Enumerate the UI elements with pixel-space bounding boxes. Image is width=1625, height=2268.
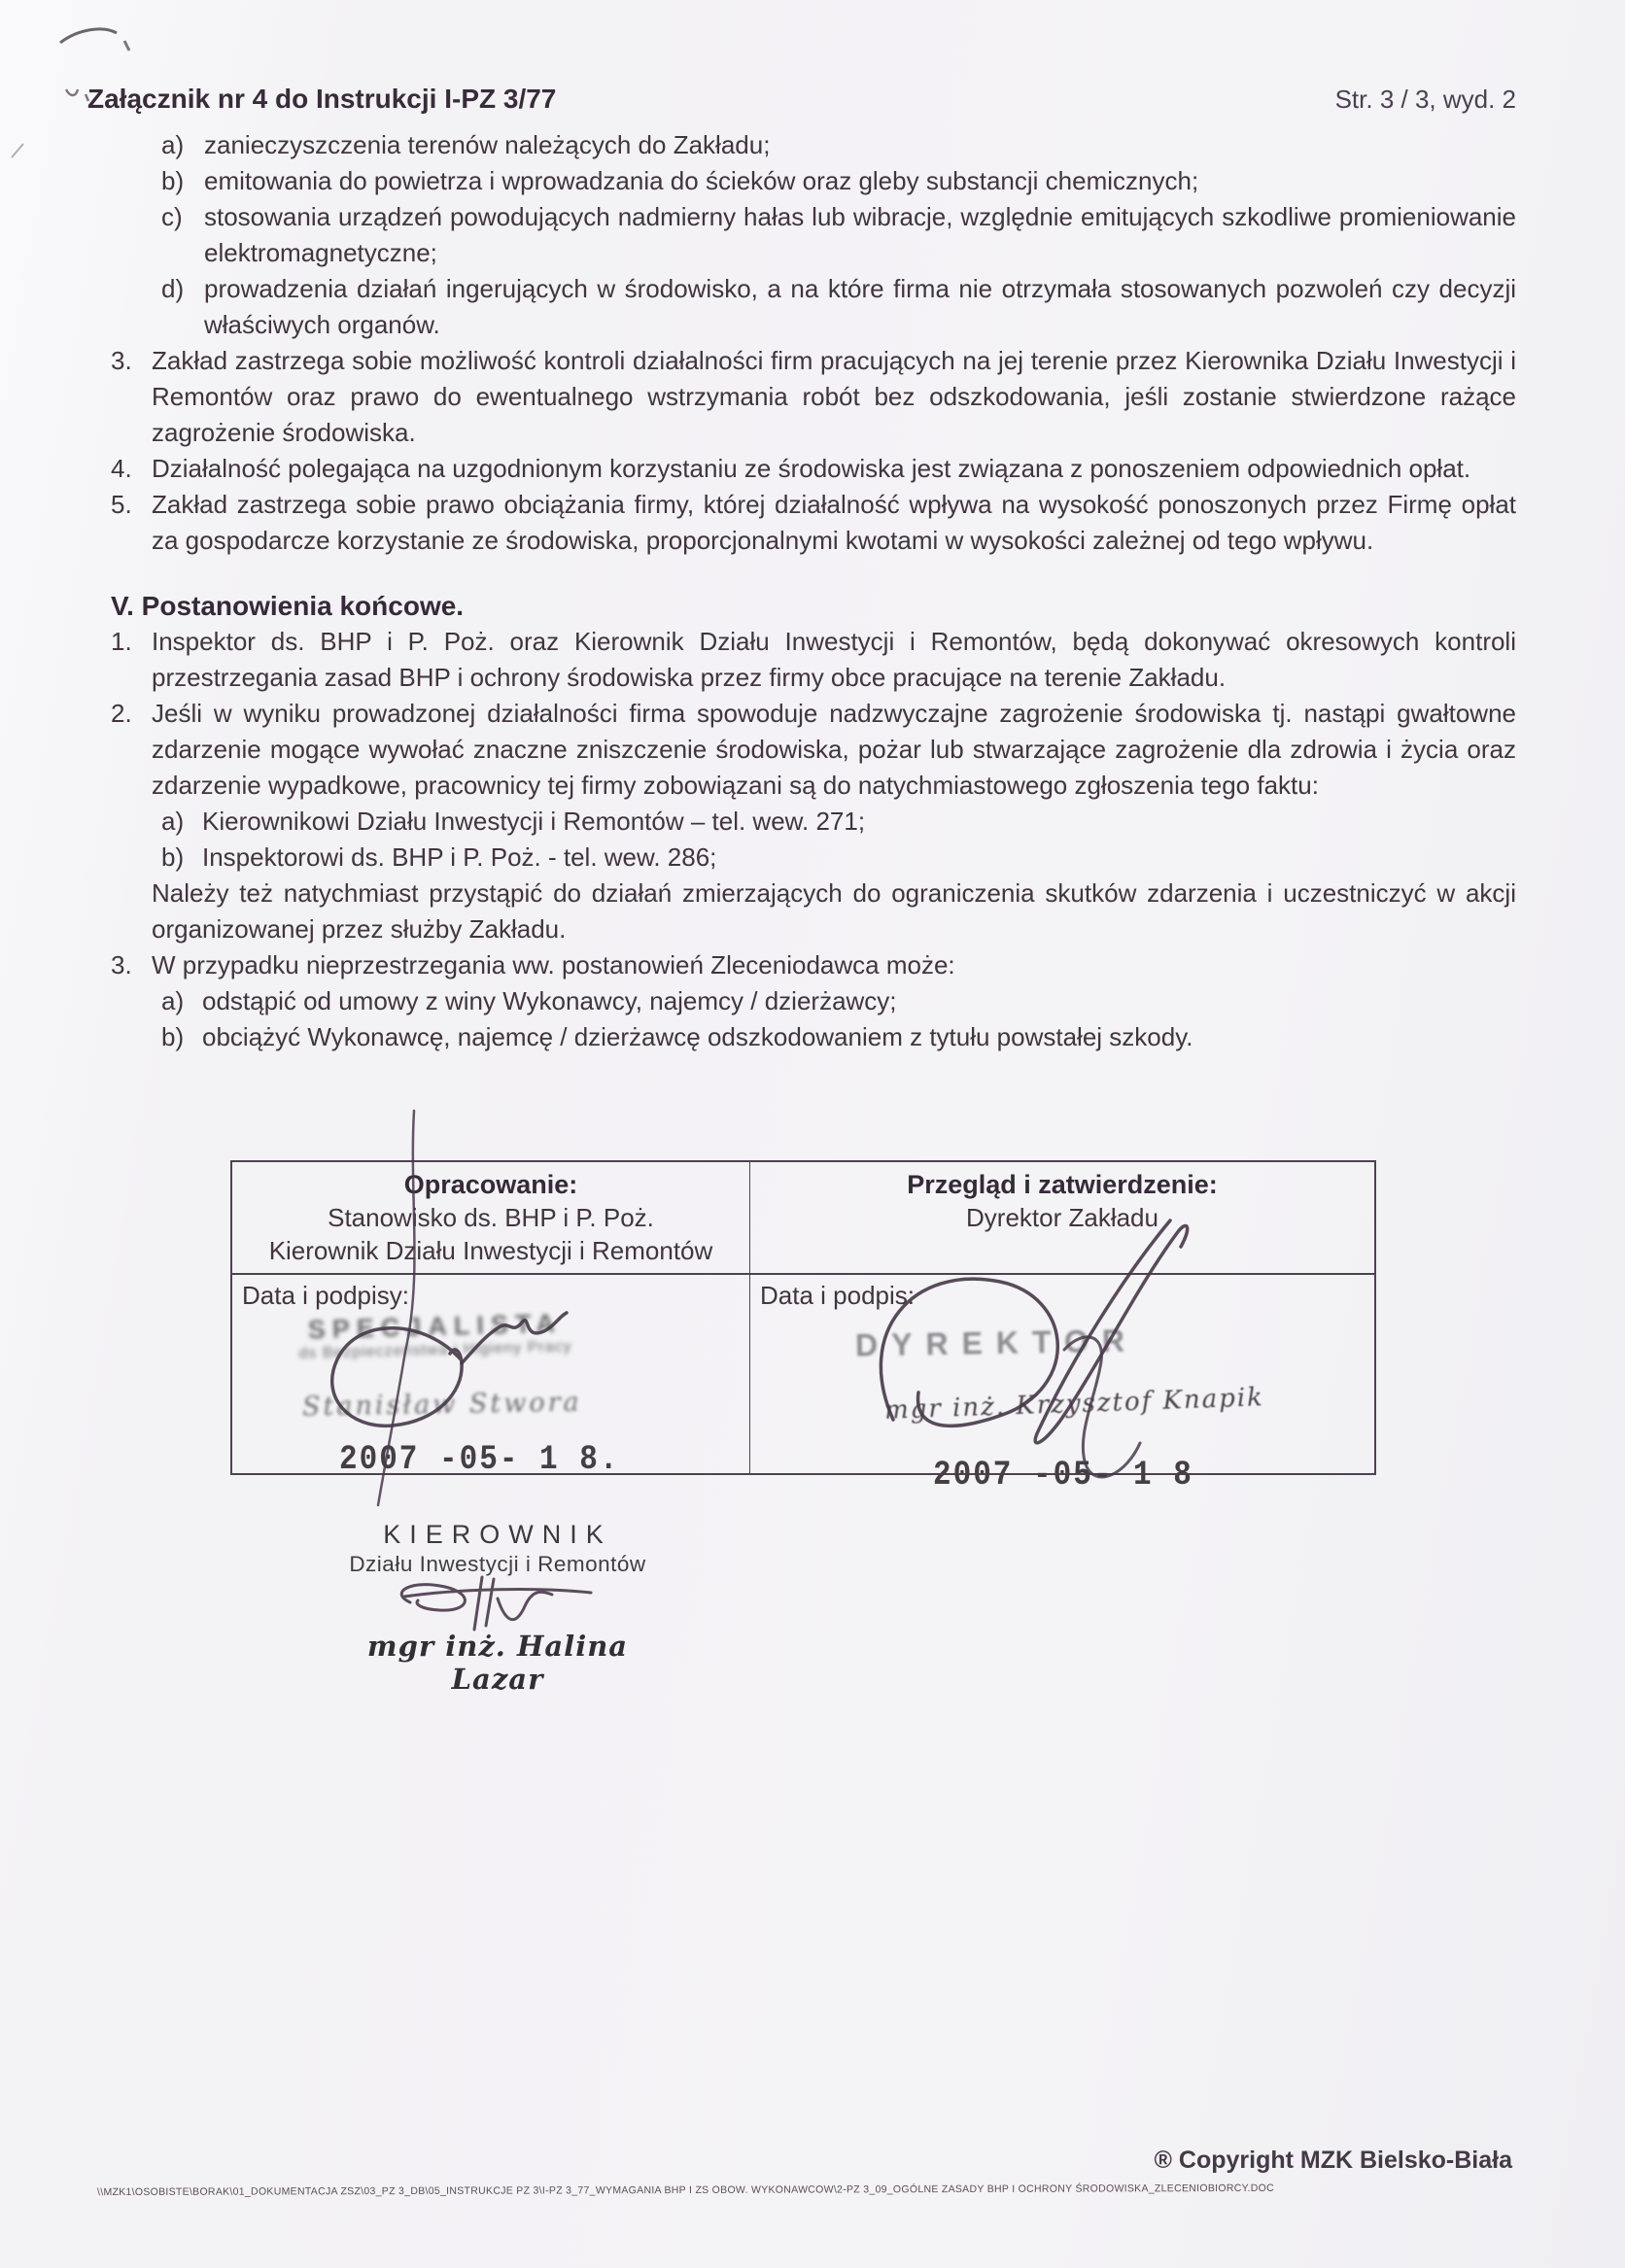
clause-text: Działalność polegająca na uzgodnionym korzystaniu ze środowiska jest związana z ponoszeniem odpowiednich opłat. (152, 454, 1471, 483)
kierownik-stamp-line2: Działu Inwestycji i Remontów (349, 1552, 646, 1576)
clause-number: 3. (111, 950, 132, 979)
clause-text: Jeśli w wyniku prowadzonej działalności firma spowoduje nadzwyczajne zagrożenie środowiska tj. nastąpi gwałtowne zdarzenie mogące wywołać znaczne zniszczenie środowiska, pożar lub stwarzające zagrożenie dla zdrowia i życia oraz zdarzenie wypadkowe, pracownicy tej firmy zobowiązani są do natychmiastowego zgłoszenia tego faktu: (152, 699, 1516, 800)
clause-text: W przypadku nieprzestrzegania ww. postanowień Zleceniodawca może: (152, 950, 955, 979)
left-date-stamp: 2007 -05- 1 8. (339, 1440, 620, 1480)
list-item (161, 127, 1516, 163)
right-signature-cell (750, 1275, 1374, 1495)
list-text: prowadzenia działań ingerujących w środowisko, a na które firma nie otrzymała stosowanych pozwoleń czy decyzji właściwych organów. (204, 274, 1516, 339)
kierownik-name: mgr inż. Halina Lazar (366, 1630, 629, 1696)
clause-number: 4. (111, 454, 132, 483)
list-marker: a) (161, 986, 185, 1015)
right-signer-name: mgr inż. Krzysztof Knapik (883, 1383, 1265, 1426)
approval-table-header-row (232, 1162, 1374, 1275)
left-signer-name: Stanisław Stwora (301, 1387, 582, 1423)
specjalista-stamp-line2: ds Bezpieczeństwa i Higieny Pracy (298, 1338, 572, 1362)
clause-item (111, 624, 1516, 696)
list-text: stosowania urządzeń powodujących nadmierny hałas lub wibracje, względnie emitujących szkodliwe promieniowanie elektromagnetyczne; (204, 202, 1516, 267)
numbered-clauses (111, 343, 1516, 559)
dyrektor-stamp: DYREKTOR (854, 1323, 1139, 1363)
clause-number: 2. (111, 699, 132, 728)
clause-text: Zakład zastrzega sobie prawo obciążania firmy, której działalność wpływa na wysokość ponoszonych przez Firmę opłat za gospodarcze korzystanie ze środowiska, proporcjonalnymi kwotami w wysokości zależnej od tego wpływu. (152, 490, 1516, 555)
list-item (161, 1019, 1516, 1055)
list-text: zanieczyszczenia terenów należących do Zakładu; (204, 130, 771, 159)
zatwierdzenie-role: Dyrektor Zakładu (966, 1203, 1158, 1232)
section-v-heading: V. Postanowienia końcowe. (111, 591, 465, 621)
copyright-notice: ® Copyright MZK Bielsko-Biała (1154, 2147, 1512, 2174)
date-signatures-label: Data i podpisy: (242, 1281, 409, 1310)
clause-item (111, 947, 1516, 983)
list-text: Inspektorowi ds. BHP i P. Poż. - tel. wew. 286; (202, 842, 717, 872)
clause-item (111, 487, 1516, 559)
list-text: odstąpić od umowy z winy Wykonawcy, najemcy / dzierżawcy; (202, 986, 897, 1015)
document-header (87, 84, 1516, 115)
approval-table (230, 1160, 1376, 1495)
clause-item (111, 451, 1516, 487)
zatwierdzenie-title: Przegląd i zatwierdzenie: (907, 1170, 1218, 1199)
clause-number: 5. (111, 490, 132, 519)
specjalista-stamp-line1: SPECJALISTA (307, 1308, 563, 1345)
kierownik-signature (381, 1573, 614, 1633)
clause-number: 1. (111, 627, 132, 656)
list-text: obciążyć Wykonawcę, najemcę / dzierżawcę odszkodowaniem z tytułu powstałej szkody. (202, 1022, 1193, 1051)
approval-table-signature-row (232, 1275, 1374, 1495)
list-item (161, 199, 1516, 271)
contact-sublist (161, 804, 1516, 876)
clause-item (111, 696, 1516, 804)
note-text: Należy też natychmiast przystąpić do działań zmierzających do ograniczenia skutków zdarzenia i uczestniczyć w akcji organizowanej przez służby Zakładu. (152, 878, 1516, 944)
prohibitions-list (161, 127, 1516, 343)
file-path-footer: \\MZK1\OSOBISTE\BORAK\01_DOKUMENTACJA ZSZ\03_PZ 3_DB\05_INSTRUKCJE PZ 3\I-PZ 3_77_WYMAGANIA BHP I ZS OBOW. WYKONAWCOW\2-PZ 3_09_OGÓLNE ZASADY BHP I OCHRONY ŚRODOWISKA_ZLECENIOBIORCY.DOC (96, 2182, 1275, 2199)
list-marker: b) (161, 842, 185, 872)
list-item (161, 840, 1516, 876)
list-item (161, 983, 1516, 1019)
left-signature-cell (232, 1275, 750, 1480)
list-marker: a) (161, 807, 185, 836)
attachment-title: Załącznik nr 4 do Instrukcji I-PZ 3/77 (87, 84, 557, 114)
list-item (161, 271, 1516, 343)
specjalista-stamp (297, 1308, 571, 1362)
section-v-clauses (111, 624, 1516, 1055)
consequences-sublist (161, 983, 1516, 1055)
list-text: Kierownikowi Działu Inwestycji i Remontów – tel. wew. 271; (202, 807, 866, 836)
kierownik-stamp-line1: KIEROWNIK (383, 1520, 612, 1549)
opracowanie-role2: Kierownik Działu Inwestycji i Remontów (268, 1236, 713, 1265)
list-item (161, 804, 1516, 840)
list-marker: a) (161, 130, 185, 159)
right-date-stamp: 2007 -05- 1 8 (933, 1456, 1193, 1495)
list-text: emitowania do powietrza i wprowadzania do ścieków oraz gleby substancji chemicznych; (204, 166, 1199, 195)
list-marker: b) (161, 1022, 185, 1051)
clause-number: 3. (111, 346, 132, 375)
clause-item (111, 343, 1516, 451)
kierownik-stamp-block (332, 1520, 663, 1696)
opracowanie-role1: Stanowisko ds. BHP i P. Poż. (328, 1203, 654, 1232)
zatwierdzenie-header-cell (750, 1162, 1374, 1273)
list-item (161, 163, 1516, 199)
clause-text: Zakład zastrzega sobie możliwość kontroli działalności firm pracujących na jej terenie przez Kierownika Działu Inwestycji i Remontów oraz prawo do ewentualnego wstrzymania robót bez odszkodowania, jeśli zostanie stwierdzone rażące zagrożenie środowiska. (152, 346, 1516, 447)
list-marker: b) (161, 166, 185, 195)
opracowanie-header-cell (232, 1162, 750, 1273)
date-signature-label: Data i podpis: (760, 1281, 915, 1310)
list-marker: d) (161, 274, 185, 303)
opracowanie-title: Opracowanie: (403, 1170, 578, 1199)
page-number-info: Str. 3 / 3, wyd. 2 (1334, 85, 1516, 114)
document-content (87, 84, 1516, 1696)
clause-text: Inspektor ds. BHP i P. Poż. oraz Kierownik Działu Inwestycji i Remontów, będą dokonywać okresowych kontroli przestrzegania zasad BHP i ochrony środowiska przez firmy obce pracujące na terenie Zakładu. (152, 627, 1516, 692)
list-marker: c) (161, 202, 183, 231)
